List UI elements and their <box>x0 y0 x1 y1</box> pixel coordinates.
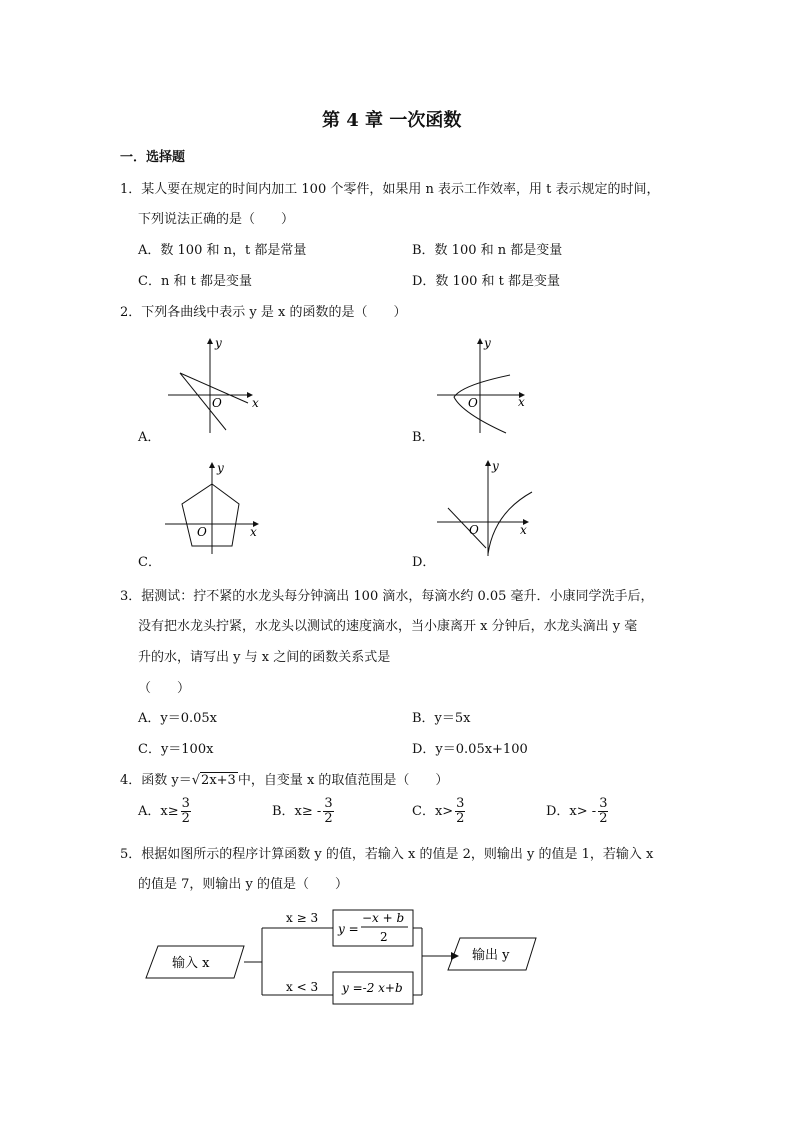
q3-option-d: D．y＝0.05x+100 <box>412 742 528 757</box>
q4-option-c: C．x> $\frac{3}{2}$ <box>412 796 465 826</box>
input-label: 输入 x <box>172 956 210 971</box>
q3-stem-line2: 没有把水龙头拧紧，水龙头以测试的速度滴水，当小康离开 x 分钟后，水龙头滴出 y 毫 <box>138 619 638 634</box>
q1-stem-line1: 1．某人要在规定的时间内加工 100 个零件，如果用 n 表示工作效率，用 t 表示规定的时间， <box>120 182 660 197</box>
curve <box>454 375 510 433</box>
q4-option-d: D．x> - $\frac{3}{2}$ <box>546 796 608 826</box>
q2-graph-a <box>160 335 270 435</box>
q5-flowchart <box>140 900 550 1010</box>
cond-top: x ≥ 3 <box>286 911 319 925</box>
q3-stem-line3: 升的水，请写出 y 与 x 之间的函数关系式是 <box>138 650 391 665</box>
origin-label: O <box>468 396 478 410</box>
q4-option-b: B．x≥ - $\frac{3}{2}$ <box>272 796 333 826</box>
q4-stem-pre: 4．函数 y＝ <box>120 773 192 788</box>
q2-graph-b <box>432 335 542 435</box>
q2-label-a: A． <box>138 430 161 445</box>
q3-stem-line4: （ ） <box>138 681 191 696</box>
formula-top-num: −x + b <box>362 911 405 925</box>
section-heading: 一．选择题 <box>120 150 186 165</box>
q3-stem-line1: 3．据测试：拧不紧的水龙头每分钟滴出 100 滴水，每滴水约 0.05 毫升．小康同学洗手后， <box>120 589 654 604</box>
page-title: 第 4 章 一次函数 <box>322 110 462 131</box>
q1-option-a: A．数 100 和 n，t 都是常量 <box>138 243 307 258</box>
q1-option-c: C．n 和 t 都是变量 <box>138 274 252 289</box>
q2-stem: 2．下列各曲线中表示 y 是 x 的函数的是（ ） <box>120 305 407 320</box>
q2-graph-c <box>160 460 270 555</box>
q5-stem-line2: 的值是 7，则输出 y 的值是（ ） <box>138 877 349 892</box>
origin-label: O <box>197 525 207 539</box>
q5-stem-line1: 5．根据如图所示的程序计算函数 y 的值，若输入 x 的值是 2，则输出 y 的值是 1，若输入 x <box>120 847 654 862</box>
y-label: y <box>217 461 224 475</box>
origin-label: O <box>212 396 222 410</box>
x-label: x <box>520 523 527 537</box>
q1-option-d: D．数 100 和 t 都是变量 <box>412 274 560 289</box>
formula-bottom: y =-2 x+b <box>342 981 403 995</box>
y-label: y <box>215 336 222 350</box>
formula-top-lhs: y = <box>338 922 359 936</box>
curve <box>448 508 486 548</box>
x-label: x <box>252 396 259 410</box>
q4-radicand: 2x+3 <box>201 773 236 788</box>
formula-top-den: 2 <box>380 930 388 944</box>
y-label: y <box>492 459 499 473</box>
curve <box>182 484 239 546</box>
q3-option-a: A．y＝0.05x <box>138 711 218 726</box>
origin-label: O <box>469 523 479 537</box>
q1-stem-line2: 下列说法正确的是（ ） <box>138 212 295 227</box>
q2-label-d: D． <box>412 555 436 570</box>
q3-option-b: B．y＝5x <box>412 711 471 726</box>
x-label: x <box>518 395 525 409</box>
q2-graph-d <box>432 458 544 558</box>
y-label: y <box>484 336 491 350</box>
q1-option-b: B．数 100 和 n 都是变量 <box>412 243 563 258</box>
q4-option-a: A．x≥ $\frac{3}{2}$ <box>138 796 190 826</box>
q2-label-b: B． <box>412 430 435 445</box>
q3-option-c: C．y＝100x <box>138 742 214 757</box>
q4-stem-post: 中，自变量 x 的取值范围是（ ） <box>237 773 449 788</box>
x-label: x <box>250 525 257 539</box>
cond-bottom: x < 3 <box>286 980 319 994</box>
q4-stem: 4．函数 y＝√2x+3 中，自变量 x 的取值范围是（ ） <box>120 773 449 788</box>
output-label: 输出 y <box>472 948 510 963</box>
q2-label-c: C． <box>138 555 161 570</box>
